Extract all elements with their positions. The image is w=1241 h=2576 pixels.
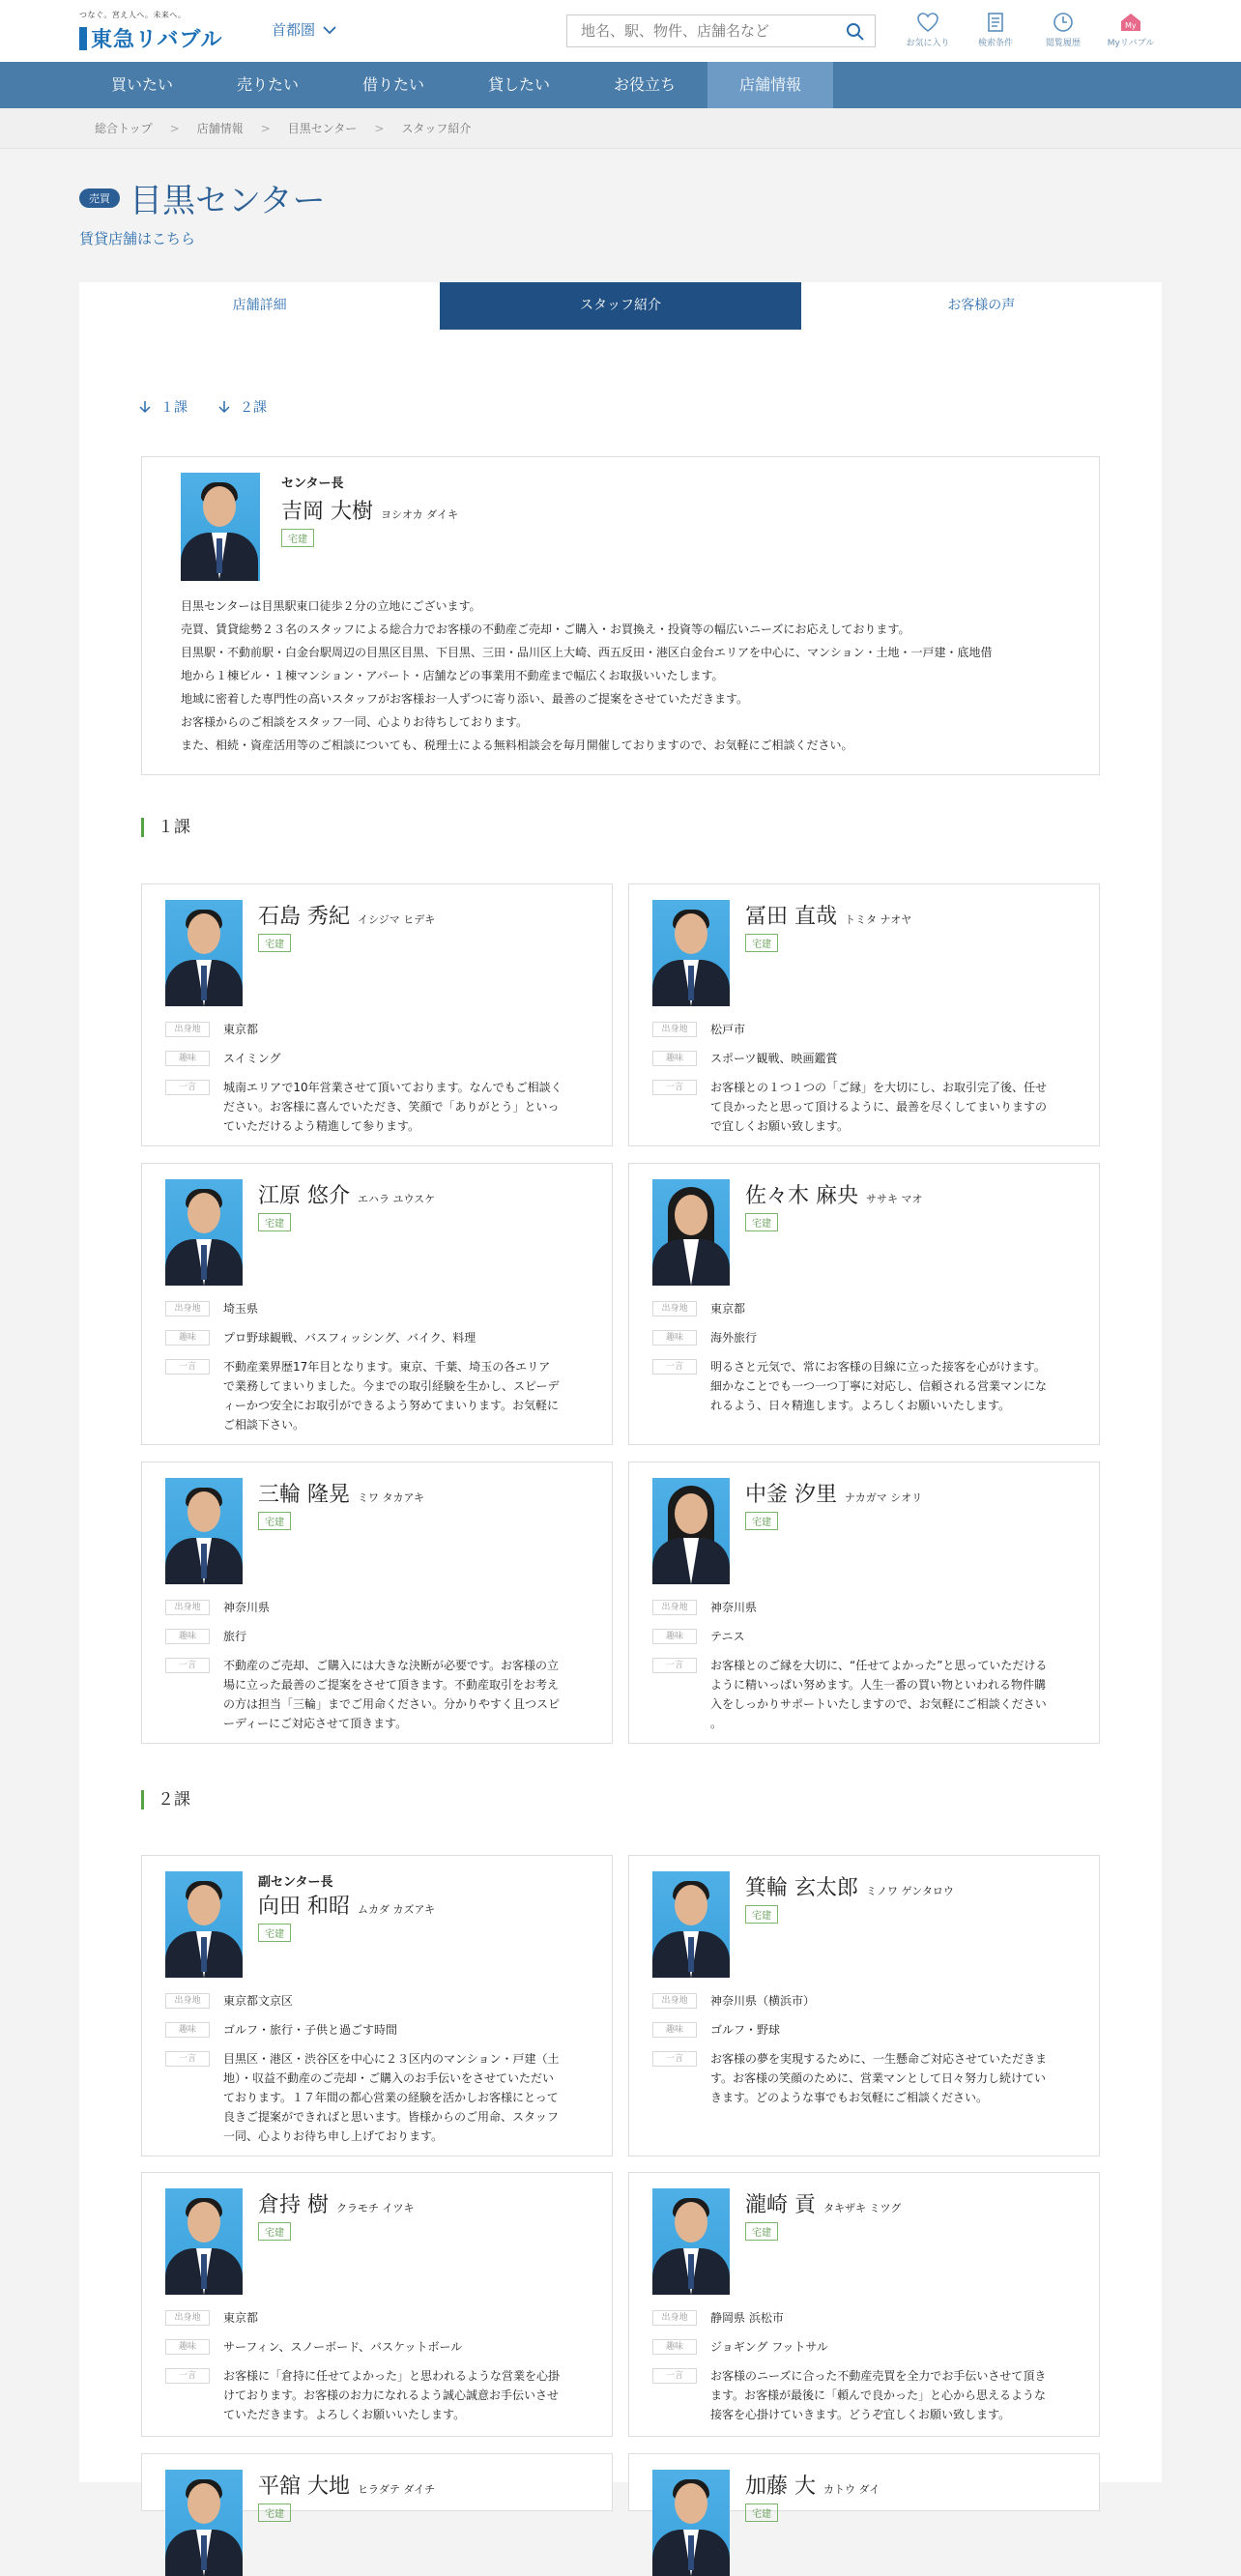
message-line: 目黒センターは目黒駅東口徒歩２分の立地にございます。: [181, 599, 481, 613]
profile-value: スポーツ観戦、映画鑑賞: [710, 1052, 838, 1065]
license-badge: 宅建: [258, 1213, 291, 1231]
staff-photo: [181, 473, 260, 581]
profile-comment: [710, 1656, 1047, 1733]
hobby-row: [652, 1627, 1078, 1646]
comment-row: [652, 2366, 1078, 2424]
staff-card: [141, 1163, 613, 1445]
comment-line: 場に立った最善のご提案をさせて頂きます。不動産取引をお考え: [223, 1678, 560, 1692]
comment-line: ご相談下さい。: [223, 1418, 305, 1432]
birthplace-row: [165, 1020, 591, 1039]
profile-value: 東京都: [223, 1023, 259, 1036]
profile-value: スイミング: [223, 1052, 281, 1065]
staff-photo: [165, 2188, 243, 2295]
document-icon: [986, 12, 1005, 33]
profile-comment: [223, 1357, 560, 1434]
logo-brand: 東急リバブル: [91, 28, 223, 52]
store-tabs: [79, 282, 1162, 330]
staff-photo: [652, 1871, 730, 1978]
license-badge: 宅建: [745, 2222, 778, 2241]
rent-store-link[interactable]: 賃貸店舗はこちら: [79, 230, 196, 247]
message-line: 売買、賃貸総勢２３名のスタッフによる総合力でお客様の不動産ご売却・ご購入・お買換え・投資等の幅広いニーズにお応えしております。: [181, 622, 910, 636]
staff-kana: タキザキ ミツグ: [823, 2202, 902, 2214]
profile-label: 一言: [652, 1658, 697, 1673]
license-badge: 宅建: [745, 1905, 778, 1924]
message-line: 地から１棟ビル・１棟マンション・アパート・店舗などの事業用不動産まで幅広くお取扱いいたします。: [181, 669, 724, 682]
comment-line: 地）・収益不動産のご売却・ご購入のお手伝いをさせていただい: [223, 2071, 555, 2085]
profile-label: 一言: [652, 2051, 697, 2067]
chevron-down-icon: [323, 25, 336, 35]
profile-label: 出身地: [652, 1022, 697, 1037]
profile-label: 趣味: [165, 2339, 210, 2355]
profile-value: テニス: [710, 1630, 745, 1643]
comment-line: 城南エリアで10年営業させて頂いております。なんでもご相談く: [223, 1081, 563, 1094]
global-nav: [0, 62, 1241, 108]
staff-profile-rows: [165, 1598, 591, 1743]
profile-label: 趣味: [652, 1330, 697, 1346]
comment-line: お客様のニーズに合った不動産売買を全力でお手伝いさせて頂き: [710, 2369, 1047, 2383]
comment-line: 明るさと元気で、常にお客様の目線に立った接客を心がけます。: [710, 1360, 1046, 1374]
profile-comment: [223, 2049, 559, 2146]
profile-comment: [223, 2366, 560, 2424]
hobby-row: [652, 1049, 1078, 1068]
breadcrumb-separator: >: [260, 121, 271, 135]
comment-row: [165, 1656, 591, 1733]
tab-store-detail[interactable]: 店舗詳細: [232, 298, 287, 313]
profile-label: 趣味: [652, 2339, 697, 2355]
profile-label: 趣味: [652, 1051, 697, 1066]
staff-name: 倉持 樹: [258, 2193, 329, 2217]
staff-info: [745, 2470, 880, 2522]
staff-kana: ムカダ カズアキ: [358, 1903, 436, 1916]
comment-line: れるよう、日々精進します。よろしくお願いいたします。: [710, 1399, 1011, 1412]
staff-card: [628, 883, 1100, 1146]
staff-photo: [652, 1478, 730, 1584]
comment-line: す。お客様の笑顔のために、営業マンとして日々努力し続けてい: [710, 2071, 1047, 2085]
nav-useful[interactable]: お役立ち: [613, 75, 676, 94]
staff-info: [745, 2188, 901, 2241]
comment-line: 一同、心よりお待ち申し上げております。: [223, 2129, 444, 2143]
logo-mark-icon: [79, 27, 87, 50]
comment-line: 接客を心掛けていきます。どうぞ宜しくお願い致します。: [710, 2408, 1011, 2421]
license-badge: 宅建: [258, 1924, 291, 1942]
profile-label: 一言: [652, 1359, 697, 1375]
history-label: 閲覧履歴: [1045, 39, 1081, 48]
page-title: 目黒センター: [130, 182, 326, 220]
profile-label: 一言: [165, 2368, 210, 2384]
section-2-heading: ２課: [141, 1790, 190, 1809]
arrow-down-icon: [139, 400, 151, 414]
nav-rent[interactable]: 借りたい: [361, 75, 424, 94]
staff-content: [79, 330, 1162, 2520]
comment-line: ます。お客様が最後に「頼んで良かった」と心から思えるような: [710, 2388, 1047, 2402]
staff-name: 中釜 汐里: [745, 1483, 837, 1507]
search-input[interactable]: [567, 15, 828, 46]
profile-value: 海外旅行: [710, 1331, 758, 1345]
profile-label: 出身地: [652, 1301, 697, 1317]
staff-photo: [165, 900, 243, 1006]
profile-label: 一言: [165, 1658, 210, 1673]
staff-name: 箕輪 玄太郎: [745, 1876, 858, 1900]
profile-label: 一言: [652, 2368, 697, 2384]
profile-label: 趣味: [165, 1629, 210, 1644]
breadcrumb-top[interactable]: 総合トップ: [95, 122, 153, 135]
comment-line: で宜しくお願い致します。: [710, 1119, 850, 1133]
profile-label: 一言: [165, 1359, 210, 1375]
comment-line: 。: [710, 1717, 723, 1730]
staff-info: [745, 1871, 954, 1924]
profile-label: 一言: [165, 1080, 210, 1095]
search-conditions-link[interactable]: [962, 12, 1029, 48]
profile-value: ゴルフ・旅行・子供と過ごす時間: [223, 2023, 398, 2037]
profile-value: 埼玉県: [223, 1302, 259, 1316]
profile-label: 一言: [165, 2051, 210, 2067]
staff-name: 佐々木 麻央: [745, 1184, 858, 1208]
page-title-block: [79, 174, 326, 221]
staff-profile-rows: [652, 1020, 1078, 1145]
staff-name: 瀧崎 貢: [745, 2193, 816, 2217]
license-badge: 宅建: [258, 934, 291, 952]
comment-line: ださい。お客様に喜んでいただき、笑顔で「ありがとう」といっ: [223, 1100, 560, 1114]
birthplace-row: [165, 1598, 591, 1617]
profile-label: 出身地: [652, 1600, 697, 1615]
staff-name: 三輪 隆晃: [258, 1483, 350, 1507]
profile-label: 出身地: [165, 1022, 210, 1037]
staff-profile-rows: [165, 2308, 591, 2434]
license-badge: 宅建: [745, 1512, 778, 1530]
staff-photo: [652, 2470, 730, 2576]
comment-line: 不動産業界歴17年目となります。東京、千葉、埼玉の各エリア: [223, 1360, 551, 1374]
profile-value: 東京都: [710, 1302, 746, 1316]
birthplace-row: [165, 2308, 591, 2328]
staff-photo: [652, 1179, 730, 1286]
area-selector-label: 首都圏: [272, 21, 316, 39]
staff-photo: [652, 2188, 730, 2295]
comment-row: [165, 2049, 591, 2146]
comment-row: [652, 1078, 1078, 1136]
staff-role: センター長: [281, 477, 344, 491]
profile-label: 趣味: [165, 1051, 210, 1066]
profile-label: 出身地: [165, 1301, 210, 1317]
comment-row: [165, 1078, 591, 1136]
staff-profile-rows: [652, 1598, 1078, 1743]
my-livable-icon: [1118, 12, 1143, 33]
profile-value: 神奈川県: [710, 1601, 758, 1614]
section-anchors: [139, 397, 267, 417]
staff-info: [745, 1179, 923, 1231]
staff-card: [628, 2172, 1100, 2437]
profile-comment: [710, 2049, 1047, 2107]
arrow-down-icon: [218, 400, 230, 414]
staff-card: [628, 2453, 1100, 2520]
nav-lease[interactable]: 貸したい: [487, 75, 550, 94]
comment-line: けております。お客様のお力になれるよう誠心誠意お手伝いさせ: [223, 2388, 560, 2402]
comment-line: で業務してまいりました。今までの取引経験を生かし、スピーデ: [223, 1379, 560, 1393]
profile-value: ジョギング フットサル: [710, 2340, 828, 2354]
nav-sell[interactable]: 売りたい: [236, 75, 299, 94]
profile-label: 一言: [652, 1080, 697, 1095]
my-livable-link[interactable]: [1097, 12, 1165, 48]
staff-info: [258, 2188, 415, 2241]
staff-name: 向田 和昭: [258, 1895, 350, 1919]
svg-text:My: My: [1125, 21, 1137, 30]
comment-line: お客様の夢を実現するために、一生懸命ご対応させていただきま: [710, 2052, 1048, 2066]
comment-line: きます。どのような事でもお気軽にご相談ください。: [710, 2091, 989, 2104]
comment-line: お客様との１つ１つの「ご縁」を大切にし、お取引完了後、任せ: [710, 1081, 1048, 1094]
site-logo[interactable]: [79, 10, 222, 53]
comment-line: ております。１７年間の都心営業の経験を活かしお客様にとって: [223, 2091, 559, 2104]
profile-label: 趣味: [165, 2022, 210, 2038]
search-box: [566, 14, 876, 47]
anchor-label: ２課: [240, 400, 267, 416]
staff-photo: [165, 1871, 243, 1978]
staff-profile-rows: [652, 1991, 1078, 2117]
section-1-heading: １課: [141, 818, 190, 837]
message-line: また、相続・資産活用等のご相談についても、税理士による無料相談会を毎月開催しておりますので、お気軽にご相談ください。: [181, 738, 853, 752]
comment-line: ていただきます。よろしくお願いいたします。: [223, 2408, 466, 2421]
profile-label: 趣味: [165, 1330, 210, 1346]
profile-comment: [710, 1357, 1047, 1415]
breadcrumb-separator: >: [374, 121, 385, 135]
search-icon[interactable]: [846, 22, 865, 42]
staff-kana: ササキ マオ: [866, 1193, 923, 1205]
comment-line: 目黒区・港区・渋谷区を中心に２３区内のマンション・戸建（土: [223, 2052, 560, 2066]
staff-kana: ヨシオカ ダイキ: [381, 508, 458, 521]
profile-value: 松戸市: [710, 1023, 746, 1036]
hobby-row: [652, 1328, 1078, 1347]
profile-label: 出身地: [165, 1993, 210, 2009]
hobby-row: [165, 2337, 591, 2357]
history-link[interactable]: [1029, 12, 1097, 48]
manager-message: [181, 594, 1080, 757]
hobby-row: [165, 1049, 591, 1068]
staff-info: [258, 1179, 435, 1231]
birthplace-row: [652, 1299, 1078, 1318]
birthplace-row: [652, 2308, 1078, 2328]
comment-row: [652, 2049, 1078, 2107]
staff-photo: [652, 900, 730, 1006]
hobby-row: [652, 2020, 1078, 2040]
tab-customer-voice[interactable]: お客様の声: [947, 298, 1016, 313]
comment-line: 入をしっかりサポートいたしますので、お気軽にご相談ください: [710, 1697, 1047, 1711]
profile-comment: [223, 1656, 560, 1733]
staff-name: 平舘 大地: [258, 2475, 350, 2499]
nav-store-info[interactable]: 店舗情報: [707, 62, 833, 108]
profile-value: 東京都: [223, 2311, 259, 2325]
clock-icon: [1053, 12, 1074, 33]
search-conditions-label: 検索条件: [977, 39, 1013, 48]
license-badge: 宅建: [745, 934, 778, 952]
birthplace-row: [165, 1299, 591, 1318]
license-badge: 宅建: [281, 529, 314, 547]
staff-name: 加藤 大: [745, 2475, 816, 2499]
license-badge: 宅建: [258, 2222, 291, 2241]
comment-row: [165, 1357, 591, 1434]
breadcrumb-center[interactable]: 目黒センター: [287, 122, 358, 135]
comment-line: 良きご提案ができればと思います。皆様からのご用命、スタッフ: [223, 2110, 560, 2124]
profile-value: 旅行: [223, 1630, 247, 1643]
birthplace-row: [652, 1991, 1078, 2011]
favorites-label: お気に入り: [906, 39, 950, 48]
license-badge: 宅建: [258, 1512, 291, 1530]
anchor-section-2[interactable]: [218, 397, 267, 417]
profile-value: ゴルフ・野球: [710, 2023, 781, 2037]
staff-card: [141, 2453, 613, 2520]
profile-comment: [223, 1078, 563, 1136]
message-line: 地域に密着した専門性の高いスタッフがお客様お一人ずつに寄り添い、最善のご提案をさせていただきます。: [181, 692, 749, 706]
my-livable-label: Myリバブル: [1107, 39, 1155, 48]
staff-kana: ミノワ ゲンタロウ: [866, 1885, 954, 1897]
staff-info: [258, 2470, 435, 2522]
staff-info: [258, 1478, 424, 1530]
hobby-row: [165, 1328, 591, 1347]
profile-label: 趣味: [652, 1629, 697, 1644]
favorites-link[interactable]: [894, 12, 962, 48]
staff-profile-rows: [165, 1991, 591, 2156]
area-selector[interactable]: [272, 19, 336, 40]
profile-value: プロ野球観戦、バスフィッシング、バイク、料理: [223, 1331, 476, 1345]
staff-card: [141, 1855, 613, 2156]
staff-kana: エハラ ユウスケ: [358, 1193, 436, 1205]
birthplace-row: [652, 1598, 1078, 1617]
birthplace-row: [652, 1020, 1078, 1039]
site-header: [0, 0, 1241, 62]
comment-row: [652, 1656, 1078, 1733]
staff-name: 吉岡 大樹: [281, 500, 373, 524]
profile-value: 神奈川県（横浜市）: [710, 1994, 816, 2008]
breadcrumb-current: スタッフ紹介: [401, 122, 472, 135]
breadcrumb-separator: >: [169, 121, 180, 135]
profile-comment: [710, 1078, 1047, 1136]
comment-line: 細かなことでも一つ一つ丁寧に対応し、信頼される営業マンにな: [710, 1379, 1048, 1393]
comment-line: ていただけるよう精進して参ります。: [223, 1119, 420, 1133]
profile-label: 出身地: [652, 2310, 697, 2326]
center-manager-card: [141, 456, 1100, 775]
comment-row: [165, 2366, 591, 2424]
staff-profile-rows: [165, 1020, 591, 1145]
comment-line: 不動産のご売却、ご購入には大きな決断が必要です。お客様の立: [223, 1659, 560, 1672]
profile-value: 静岡県 浜松市: [710, 2311, 784, 2325]
staff-card: [141, 2172, 613, 2437]
staff-kana: ナカガマ シオリ: [845, 1491, 923, 1504]
sale-badge: 売買: [79, 188, 120, 208]
anchor-label: １課: [160, 400, 188, 416]
staff-card: [628, 1855, 1100, 2156]
profile-label: 出身地: [652, 1993, 697, 2009]
staff-name: 冨田 直哉: [745, 905, 837, 929]
staff-name: 江原 悠介: [258, 1184, 350, 1208]
header-icon-links: [894, 12, 1165, 48]
license-badge: 宅建: [745, 1213, 778, 1231]
staff-photo: [165, 1179, 243, 1286]
license-badge: 宅建: [745, 2504, 778, 2522]
staff-kana: トミタ ナオヤ: [845, 913, 912, 926]
message-line: お客様からのご相談をスタッフ一同、心よりお待ちしております。: [181, 715, 529, 729]
hobby-row: [165, 2020, 591, 2040]
staff-photo: [165, 2470, 243, 2576]
profile-label: 趣味: [652, 2022, 697, 2038]
anchor-section-1[interactable]: [139, 397, 188, 417]
staff-info: [258, 1871, 435, 1942]
staff-profile-rows: [652, 1299, 1078, 1425]
comment-line: の方は担当「三輪」までご用命ください。分かりやすく且つスピ: [223, 1697, 561, 1711]
staff-photo: [165, 1478, 243, 1584]
staff-role: 副センター長: [258, 1875, 333, 1890]
profile-value: 東京都文京区: [223, 1994, 294, 2008]
profile-label: 出身地: [165, 2310, 210, 2326]
comment-line: て良かったと思って頂けるように、最善を尽くしてまいりますの: [710, 1100, 1048, 1114]
comment-row: [652, 1357, 1078, 1415]
birthplace-row: [165, 1991, 591, 2011]
breadcrumb: [0, 108, 1241, 149]
staff-card: [141, 883, 613, 1146]
staff-kana: ミワ タカアキ: [358, 1491, 425, 1504]
comment-line: お客様に「倉持に任せてよかった」と思われるような営業を心掛: [223, 2369, 561, 2383]
comment-line: ように精いっぱい努めます。人生一番の買い物といわれる物件購: [710, 1678, 1047, 1692]
license-badge: 宅建: [258, 2504, 291, 2522]
staff-card: [628, 1163, 1100, 1445]
nav-buy[interactable]: 買いたい: [110, 75, 173, 94]
staff-kana: ヒラダテ ダイチ: [358, 2483, 436, 2496]
logo-tagline: つなぐ。宮え人へ。未来へ。: [79, 11, 187, 19]
staff-kana: イシジマ ヒデキ: [358, 913, 436, 926]
profile-comment: [710, 2366, 1046, 2424]
message-line: 目黒駅・不動前駅・白金台駅周辺の目黒区目黒、下目黒、三田・品川区上大崎、西五反田・港区白金台エリアを中心に、マンション・土地・一戸建・底地借: [181, 646, 993, 659]
staff-card: [141, 1462, 613, 1744]
staff-kana: カトウ ダイ: [823, 2483, 880, 2496]
staff-kana: クラモチ イツキ: [336, 2202, 415, 2214]
profile-value: サーフィン、スノーボード、バスケットボール: [223, 2340, 463, 2354]
staff-info: [745, 900, 911, 952]
profile-label: 出身地: [165, 1600, 210, 1615]
comment-line: お客様とのご縁を大切に、“任せてよかった”と思っていただける: [710, 1659, 1048, 1672]
breadcrumb-store-info[interactable]: 店舗情報: [196, 122, 244, 135]
hobby-row: [652, 2337, 1078, 2357]
staff-info: [745, 1478, 922, 1530]
staff-profile-rows: [652, 2308, 1078, 2434]
comment-line: ーディーにご対応させて頂きます。: [223, 1717, 408, 1730]
profile-value: 神奈川県: [223, 1601, 271, 1614]
staff-profile-rows: [165, 1299, 591, 1444]
staff-info: [258, 900, 435, 952]
comment-line: ィーかつ安全にお取引ができるよう努めてまいります。お気軽に: [223, 1399, 560, 1412]
heart-house-icon: [916, 12, 939, 33]
hobby-row: [165, 1627, 591, 1646]
staff-card: [628, 1462, 1100, 1744]
tab-staff[interactable]: スタッフ紹介: [440, 282, 800, 330]
staff-name: 石島 秀紀: [258, 905, 350, 929]
